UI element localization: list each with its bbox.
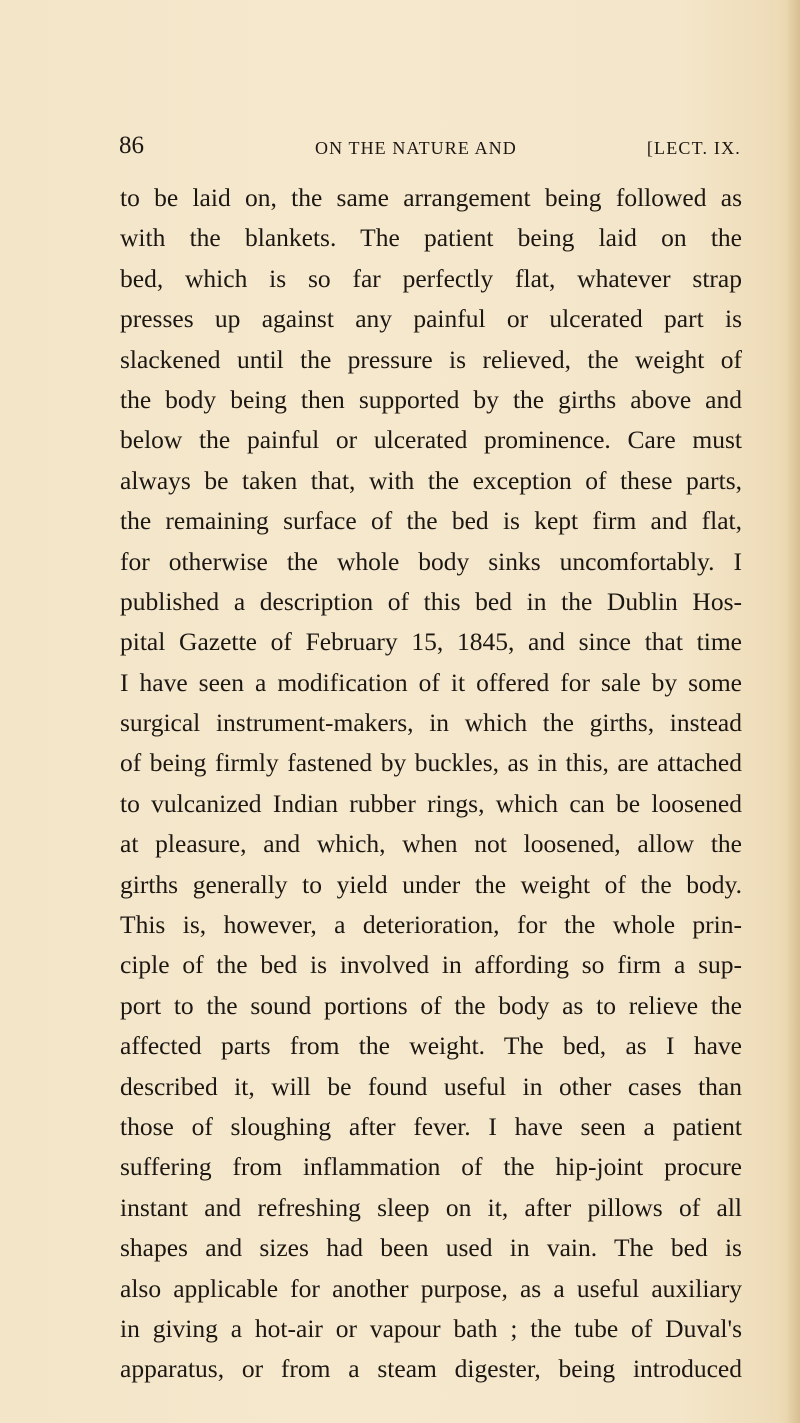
text-line: for otherwise the whole body sinks uncomfortably. I <box>120 546 742 576</box>
text-line: in giving a hot-air or vapour bath ; the tube of Duval's <box>120 1313 742 1343</box>
text-line: of being firmly fastened by buckles, as in this, are attached <box>120 748 742 778</box>
text-line: the body being then supported by the girths above and <box>120 384 742 414</box>
page-header <box>119 132 741 168</box>
text-line: described it, will be found useful in other cases than <box>120 1071 742 1101</box>
text-line: I have seen a modification of it offered for sale by some <box>120 667 742 697</box>
text-line: apparatus, or from a steam digester, being introduced <box>120 1354 742 1384</box>
section-reference: [LECT. IX. <box>646 138 741 158</box>
text-line: below the painful or ulcerated prominence. Care must <box>120 425 742 455</box>
text-line: suffering from inflammation of the hip-joint procure <box>120 1152 742 1182</box>
text-line: the remaining surface of the bed is kept firm and flat, <box>120 506 742 536</box>
page-edge-shadow <box>786 0 800 1423</box>
text-line: instant and refreshing sleep on it, after pillows of all <box>120 1192 742 1222</box>
running-head: ON THE NATURE AND <box>315 138 517 158</box>
text-line: at pleasure, and which, when not loosened, allow the <box>120 829 742 859</box>
text-line: This is, however, a deterioration, for the whole prin- <box>120 910 742 940</box>
text-line: girths generally to yield under the weight of the body. <box>120 869 742 899</box>
text-line: those of sloughing after fever. I have seen a patient <box>120 1111 742 1141</box>
text-line: always be taken that, with the exception of these parts, <box>120 465 742 495</box>
body-text <box>120 178 742 1390</box>
text-line: bed, which is so far perfectly flat, whatever strap <box>120 263 742 293</box>
text-line: ciple of the bed is involved in affording so firm a sup- <box>120 950 742 980</box>
text-line: pital Gazette of February 15, 1845, and since that time <box>120 627 742 657</box>
text-line: published a description of this bed in the Dublin Hos- <box>120 586 742 616</box>
text-line: slackened until the pressure is relieved, the weight of <box>120 344 742 374</box>
page-number: 86 <box>119 132 144 159</box>
text-line: affected parts from the weight. The bed, as I have <box>120 1031 742 1061</box>
text-line: shapes and sizes had been used in vain. The bed is <box>120 1233 742 1263</box>
text-line: port to the sound portions of the body as to relieve the <box>120 990 742 1020</box>
text-line: presses up against any painful or ulcerated part is <box>120 304 742 334</box>
text-line: surgical instrument-makers, in which the girths, instead <box>120 708 742 738</box>
text-line: to be laid on, the same arrangement being followed as <box>120 183 742 212</box>
text-line: also applicable for another purpose, as a useful auxiliary <box>120 1273 742 1303</box>
text-line: to vulcanized Indian rubber rings, which can be loosened <box>120 788 742 818</box>
text-line: with the blankets. The patient being laid on the <box>120 223 742 253</box>
